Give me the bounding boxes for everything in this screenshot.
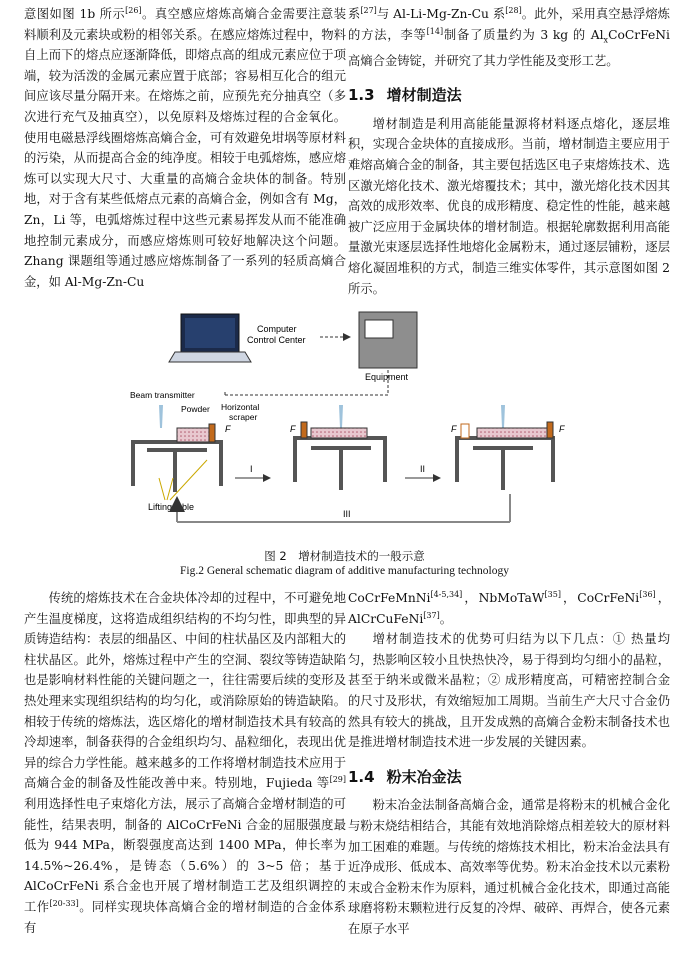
left-column-top	[24, 4, 346, 292]
paragraph: CoCrFeMnNi[4-5,34]，NbMoTaW[35]，CoCrFeNi[36]，AlCrCuFeNi[37]。	[348, 589, 670, 626]
citation: [29]	[329, 775, 346, 785]
section-heading: 1.3 增材制造法	[348, 86, 462, 105]
lifting-table-label: Lifting table	[148, 502, 195, 512]
svg-text:F: F	[225, 424, 231, 434]
stage-1	[130, 390, 259, 512]
figure-caption-cn: 图 2 增材制造技术的一般示意	[264, 549, 425, 563]
laptop-icon	[169, 314, 251, 362]
paragraph: 系[27]与 Al-Li-Mg-Zn-Cu 系[28]。此外，采用真空悬浮熔炼的方法，李等[14]制备了质量约为 3 kg 的 $Al_xCoCrFeNi$ 高熵合金铸锭，并研究了其力学性能及变形工艺。	[348, 5, 670, 68]
scraper-label: Horizontal scraper	[221, 402, 260, 422]
right-column-bottom	[348, 588, 670, 940]
citation: [28]	[505, 5, 522, 15]
figure-caption-en: Fig.2 General schematic diagram of additive manufacturing technology	[180, 565, 509, 577]
step-1-label: I	[250, 464, 253, 474]
figure-additive-manufacturing	[115, 310, 595, 550]
beam-label: Beam transmitter	[130, 390, 195, 400]
step-2-label: II	[420, 464, 426, 474]
paragraph: 传统的熔炼技术在合金块体冷却的过程中，不可避免地产生温度梯度，这将造成组织结构的不均匀性，即典型的异质铸造结构：表层的细晶区、中间的柱状晶区及内部粗大的柱状晶区。此外，熔炼过程中产生的空洞、裂纹等铸造缺陷也是影响材料性能的关键问题之一，往往需要后续的变形及热处理来实现组织结构的均匀化，或消除原始的铸造缺陷。相较于传统的熔炼法，选区熔化的增材制造技术具有较高的冷却速率，制备获得的合金组织均匀、晶粒细化，表现出优异的综合力学性能。越来越多的工作将增材制造技术应用于高熵合金的制备及性能改善中来。特别地，Fujieda 等[29]利用选择性电子束熔化方法，展示了高熵合金增材制造的可能性，结果表明，制备的 AlCoCrFeNi 合金的屈服强度最低为 944 MPa，断裂强度高达到 1400 MPa，伸长率为 14.5%~26.4%，是铸态（5.6%）的 3~5 倍；基于 AlCoCrFeNi 系合金也开展了增材制造工艺及组织调控的工作[20-33]。同样实现块体高熵合金的增材制造的合金体系有	[24, 591, 346, 935]
paragraph: 增材制造技术的优势可归结为以下几点：① 热量均匀，热影响区较小且快热快冷，易于得到均匀细小的晶粒，甚至于纳米或微米晶粒；② 成形精度高，可精密控制合金的尺寸及形状，有效缩短加工周期。当前生产大尺寸合金仍然具有较大的挑战，且开发成熟的高熵合金粉末制备技术也是推进增材制造技术进一步发展的关键因素。	[348, 632, 670, 750]
citation: [14]	[426, 26, 444, 36]
step-3-label: III	[343, 509, 351, 519]
right-column-top	[348, 4, 670, 299]
text: 。真空感应熔炼高熵合金需要注意装料顺利及元素块或粉的相邻关系。在感应熔炼过程中，物料自上而下的熔点应逐渐降低，即熔点高的组成元素应位于项端，较为活泼的金属元素应置于底部；容易相互化合的组元间应该尽量分隔开来。在熔炼之前，应预先充分抽真空（多次进行充气及抽真空），以免原料及熔炼过程的合金氧化。使用电磁悬浮线圈熔炼高熵合金，可有效避免坩埚等原材料的污染，从而提高合金的纯净度。相较于电弧熔炼，感应熔炼可以实现大尺寸、大重量的高熵合金块体的制备。特别地，对于含有某些低熔点元素的高熵合金，例如含有 Mg，Zn，Li 等，电弧熔炼过程中这些元素易挥发从而不能准确地控制元素成分，而感应熔炼则可较好地解决这个问题。Zhang 课题组等通过感应熔炼制备了一系列的轻质高熵合金，如 Al-Mg-Zn-Cu	[24, 7, 346, 289]
paragraph: 粉末冶金法制备高熵合金，通常是将粉末的机械合金化与粉末烧结相结合，其能有效地消除熔点相差较大的原材料加工困难的难题。与传统的熔炼技术相比，粉末冶金法具有近净成形、低成本、高效率等优势。粉末冶金技术以元素粉末或合金粉末作为原料，通过机械合金化技术，即通过高能球磨将粉末颗粒进行反复的冷焊、破碎、再焊合，使各元素在原子水平	[348, 798, 670, 936]
section-heading: 1.4 粉末冶金法	[348, 767, 462, 786]
stage-3	[451, 405, 565, 490]
stage-2	[290, 405, 387, 490]
paragraph	[24, 4, 346, 292]
text: 意图如图 1b 所示	[24, 7, 126, 21]
powder-label: Powder	[181, 404, 210, 414]
svg-text:F: F	[451, 424, 457, 434]
equipment-icon	[359, 312, 417, 368]
svg-text:F: F	[290, 424, 296, 434]
computer-label: Computer Control Center	[247, 324, 306, 345]
equipment-label: Equipment	[365, 372, 409, 382]
svg-text:F: F	[559, 424, 565, 434]
citation: [27]	[360, 5, 377, 15]
citation: [26]	[125, 5, 142, 15]
left-column-bottom	[24, 588, 346, 938]
paragraph: 增材制造是利用高能能量源将材料逐点熔化，逐层堆积，实现合金块体的直接成形。当前，增材制造主要应用于难熔高熵合金的制备，其主要包括选区电子束熔炼技术、选区激光熔化技术、激光熔覆技术；其中，激光熔化技术因其高效的成形效率、优良的成形精度、稳定性的性能，越来越被广泛应用于金属块体的增材制造。根据轮廓数据利用高能量激光束逐层选择性地熔化金属粉末，通过逐层铺粉，逐层熔化凝固堆积的方式，制造三维实体零件，其示意图如图 2 所示。	[348, 116, 670, 296]
citation: [20-33]	[49, 898, 79, 908]
